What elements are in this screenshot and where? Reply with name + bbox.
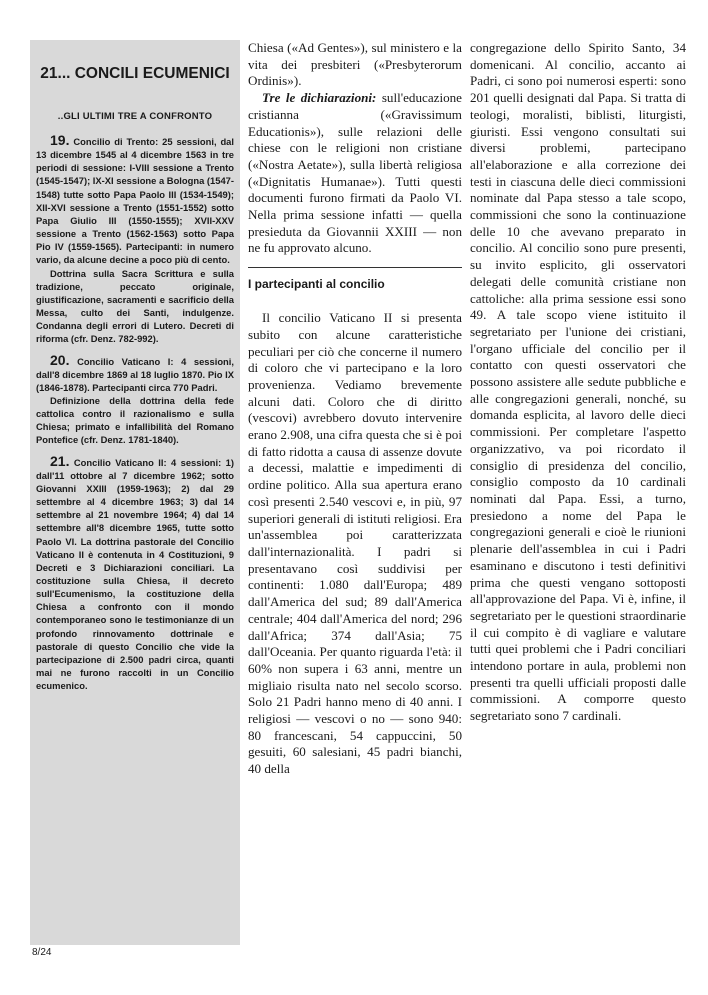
article-column-2 [248, 40, 462, 778]
paragraph: congregazione dello Spirito Santo, 34 domenicani. Al concilio, accanto ai Padri, ci sono poi numerosi esperti: sono 201 quelli designati dal Papa. Si tratta di teologi, moralisti, biblisti, liturgisti, giuristi. Essi vengono consultati sui diversi problemi, partecipano all'elaborazione e alla correzione dei testi in ciascuna delle dieci commissioni nominate dal Papa stesso a tale scopo, commissioni che sono la continuazione delle 10 che avevano preparato in concilio. Al concilio sono pure presenti, su invito esplicito, gli osservatori delegati delle comunità cristiane non cattoliche: alla prima sessione essi sono 49. A tale scopo viene istituito il segretariato per l'unione dei cristiani, l'organo ufficiale del concilio per il contatto con questi osservatori che possono assistere alle sedute pubbliche e alle congregazioni generali, nonché, su domanda esplicita, al lavoro delle dieci commissioni. Per completare l'aspetto organizzativo, va poi ricordato il consiglio di presidenza del concilio, consiglio composto da 10 cardinali nominati dal Papa. Essi, a turno, presiedono a nome del Papa le congregazioni generali e cioè le riunioni plenarie dell'assemblea in cui i Padri esaminano e discutono i testi definitivi prima che questi vengano sottoposti all'approvazione del Papa. Vi è, infine, il segretariato per le questioni straordinarie il cui compito è di vagliare e valutare tutti quei problemi che i Padri conciliari intendono portare in aula, problemi non presenti tra quelli ufficiali proposti dalle commissioni. A comporre questo segretariato sono 7 cardinali. [470, 40, 686, 724]
paragraph-text: sull'educazione cristianna («Gravissimum Educationis»), sulle relazioni delle chiese con le religioni non cristiane («Nostra Aetate»), sulla libertà religiosa («Dignitatis Humanae»). Tutti questi documenti furono firmati da Paolo VI. Nella prima sessione infatti — quella presieduta da Giovannii XXIII — non ne fu approvato alcuno. [248, 90, 462, 256]
section-heading: I partecipanti al concilio [248, 267, 462, 310]
entry-text: Concilio Vaticano II: 4 sessioni: 1) dall'11 ottobre al 7 dicembre 1962; sotto Giovanni XXIII (1959-1963); 2) dal 29 settembre al 4 dicembre 1963; 3) dal 14 settembre al 21 novembre 1964; 4) dal 14 settembre all'8 dicembre 1965, tutte sotto Paolo VI. La dottrina pastorale del Concilio Vaticano II è contenuta in 4 Costituzioni, 9 Decreti e 3 Dichiarazioni conciliari. La costituzione sulla Chiesa, il decreto sull'Ecumenismo, la costituzione della Chiesa a confronto con il mondo contemporaneo sono le testimonianze di un profondo rinnovamento dottrinale e pastorale di questo Concilio che vide la partecipazione di 2.500 padri circa, quanti mai ne furono raccolti in un Concilio ecumenico. [36, 456, 234, 692]
sidebar-text [36, 134, 234, 692]
paragraph: Il concilio Vaticano II si presenta subito con alcune caratteristiche peculiari per ciò che concerne il numero di coloro che vi partecipano e la loro provenienza. Vediamo brevemente alcuni dati. Coloro che di diritto (vescovi) avrebbero dovuto intervenire erano 2.908, una cifra questa che si è poi di fatto ridotta a causa di assenze dovute a decessi, malattie e impedimenti di ordine politico. Alla sua apertura erano così presenti 2.540 vescovi e, in più, 97 superiori generali di istituti religiosi. Era un'assemblea poi caratterizzata dall'internazionalità. I padri si presentavano così suddivisi per continenti: 1.080 dall'Europa; 489 dall'America del sud; 89 dall'America centrale; 404 dall'America del nord; 296 dall'Africa; 374 dall'Asia; 75 dall'Oceania. Per quanto riguarda l'età: il 60% non supera i 63 anni, mentre un migliaio risulta nato nel secolo scorso. Solo 21 Padri hanno meno di 40 anni. I religiosi — vescovi o no — sono 940: 80 francescani, 54 cappuccini, 50 gesuiti, 60 salesiani, 45 padri bianchi, 40 della [248, 310, 462, 777]
lead-in: Tre le dichiarazioni: [262, 90, 377, 106]
entry-text-2: Dottrina sulla Sacra Scrittura e sulla tradizione, peccato originale, giustificazione, sacramenti e sacrificio della Messa, culto dei Santi, indulgenze. Condanna degli errori di Lutero. Decreti di riforma (cfr. Denz. 782-992). [36, 267, 234, 345]
article-column-3 [470, 40, 686, 725]
entry-number: 21. [50, 452, 70, 469]
council-entry-trento [36, 134, 234, 346]
entry-text: Concilio di Trento: 25 sessioni, dal 13 dicembre 1545 al 4 dicembre 1563 in tre periodi di sessione: I-VIII sessione a Trento (1545-1547); IX-XI sessione a Bologna (1547-1548) tutte sotto Papa Paolo III (1534-1549); XII-XVI sessione a Trento (1551-1552) sotto Papa Giulio III (1550-1555); XVII-XXV sessione a Trento (1562-1563) sotto Papa Pio IV (1559-1565). Partecipanti: in numero vario, da alcune decine a poco più di cento. [36, 136, 235, 266]
entry-number: 20. [50, 351, 70, 368]
sidebar-box [30, 40, 240, 945]
sidebar-title: 21... CONCILI ECUMENICI [40, 65, 230, 82]
entry-text-2: Definizione della dottrina della fede cattolica contro il razionalismo e sulla Chiesa; primato e infallibilità del Romano Pontefice (cfr. Denz. 1781-1840). [36, 394, 234, 446]
paragraph-dichiarazioni [248, 90, 462, 257]
council-entry-vaticano-i [36, 351, 234, 447]
entry-text: Concilio Vaticano I: 4 sessioni, dall'8 dicembre 1869 al 18 luglio 1870. Pio IX (1846-1878). Partecipanti circa 770 Padri. [36, 355, 234, 393]
entry-number: 19. [50, 132, 70, 148]
council-entry-vaticano-ii [36, 452, 234, 693]
page-number: 8/24 [32, 947, 52, 958]
paragraph: Chiesa («Ad Gentes»), sul ministero e la vita dei presbiteri («Presbyterorum Ordinis»). [248, 40, 462, 89]
sidebar-kicker: ..GLI ULTIMI TRE A CONFRONTO [57, 111, 213, 122]
